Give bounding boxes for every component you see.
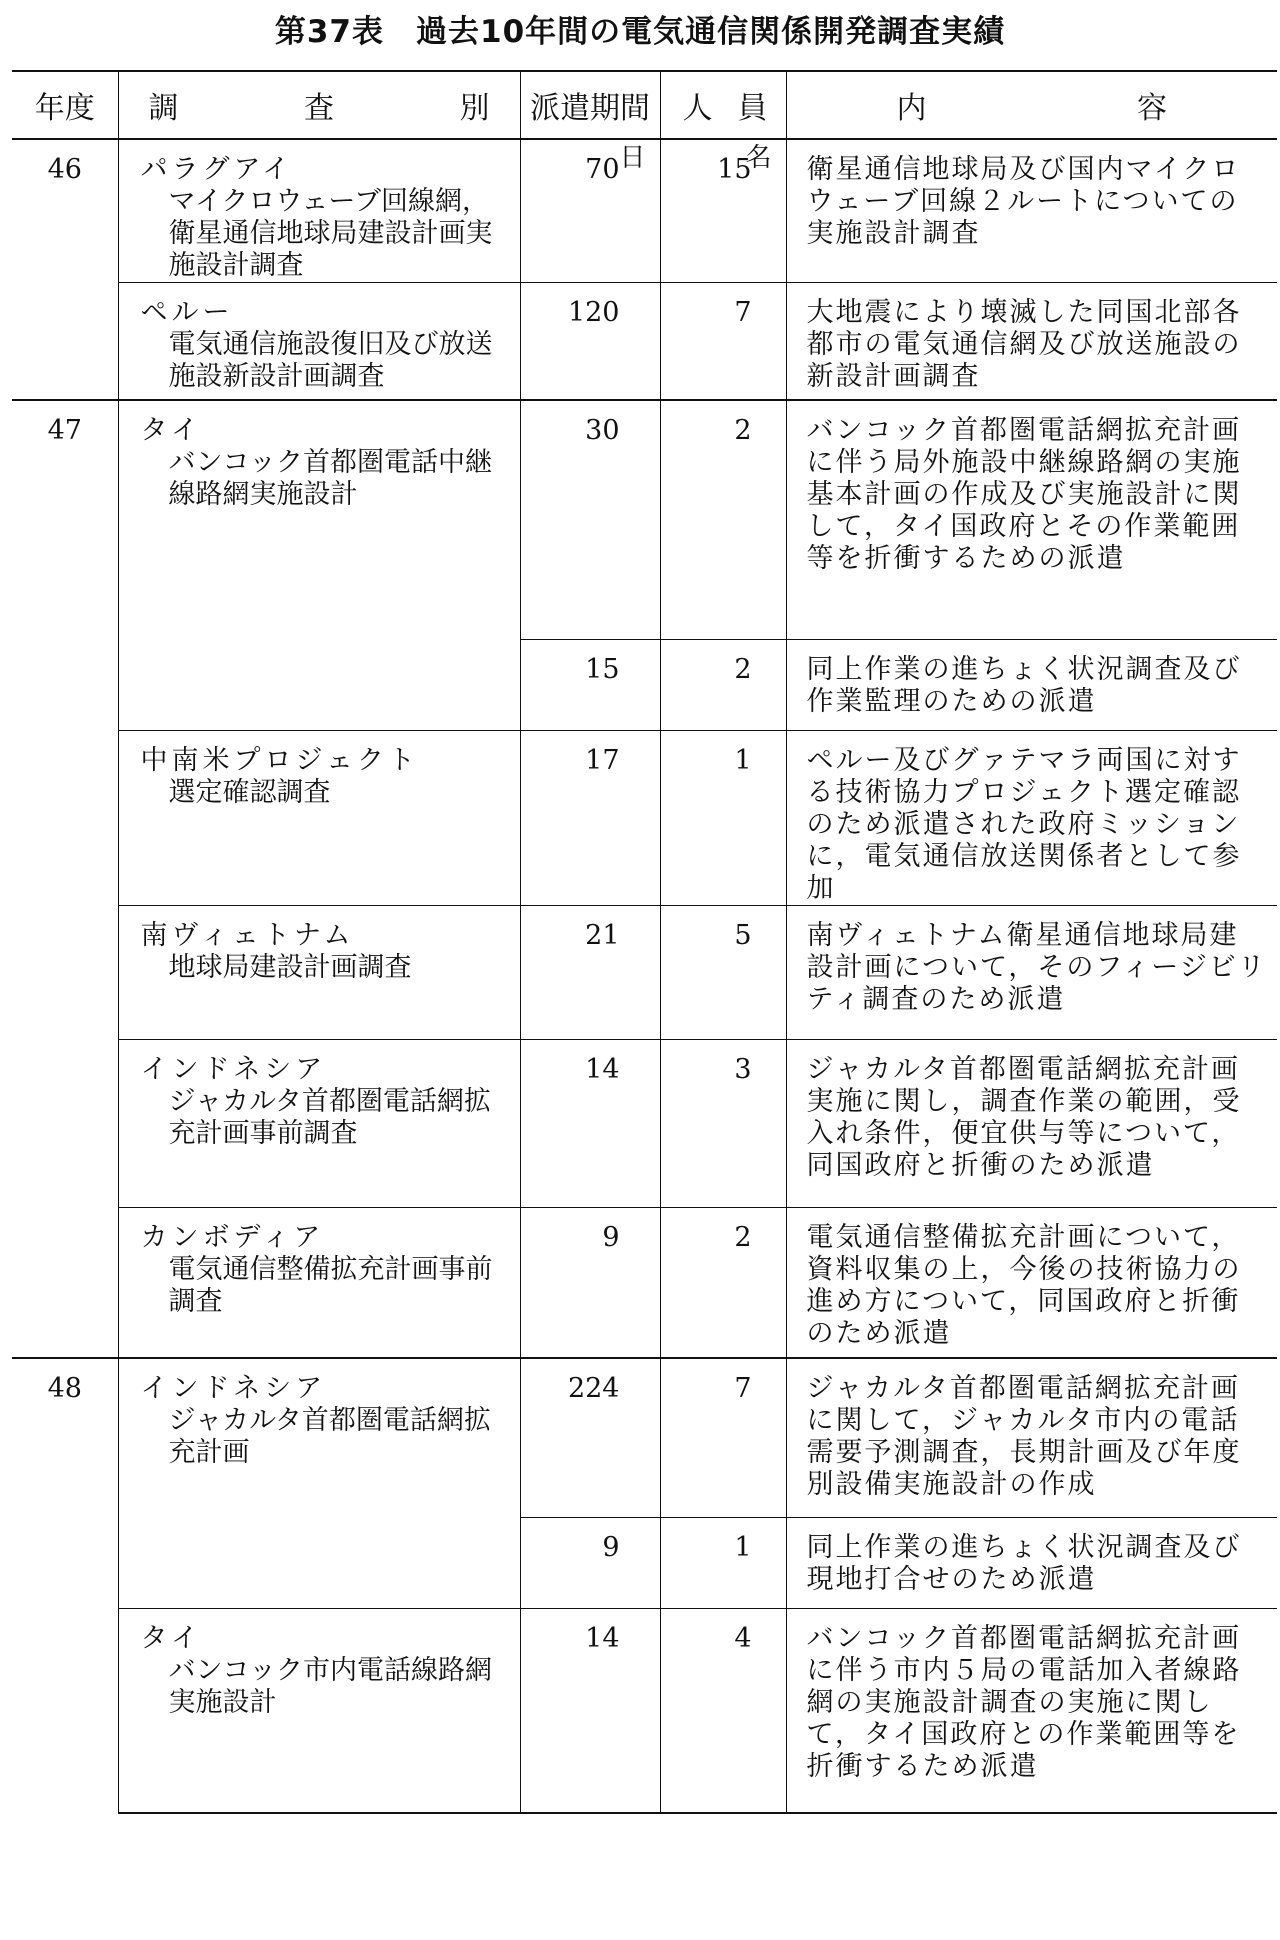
content-cell: 南ヴィェトナム衛星通信地球局建設計画について，そのフィージビリティ調査のため派遣 (786, 906, 1277, 1040)
staff-cell: 3 (660, 1040, 786, 1208)
days-cell: 17 (520, 731, 660, 906)
table-row (12, 400, 1277, 640)
survey-cell: インドネシア ジャカルタ首都圏電話網拡充計画 (118, 1358, 520, 1609)
days-cell: 224 (520, 1358, 660, 1518)
survey-cell: 中南米プロジェクト 選定確認調査 (118, 731, 520, 906)
survey-cell: ペルー 電気通信施設復旧及び放送施設新設計画調査 (118, 283, 520, 400)
staff-cell: 7 (660, 283, 786, 400)
content-cell: ジャカルタ首都圏電話網拡充計画に関して，ジャカルタ市内の電話需要予測調査，長期計画及び年度別設備実施設計の作成 (786, 1358, 1277, 1518)
survey-table (12, 70, 1277, 1814)
content-cell: 電気通信整備拡充計画について，資料収集の上，今後の技術協力の進め方について，同国政府と折衝のため派遣 (786, 1208, 1277, 1358)
table-row (12, 283, 1277, 400)
days-cell: 日 70 (520, 139, 660, 283)
staff-cell: 1 (660, 731, 786, 906)
content-cell: 同上作業の進ちょく状況調査及び現地打合せのため派遣 (786, 1518, 1277, 1609)
days-cell: 14 (520, 1609, 660, 1813)
days-cell: 9 (520, 1518, 660, 1609)
content-cell: バンコック首都圏電話網拡充計画に伴う局外施設中継線路網の実施基本計画の作成及び実施設計に関して，タイ国政府とその作業範囲等を折衝するための派遣 (786, 400, 1277, 640)
days-cell: 9 (520, 1208, 660, 1358)
days-cell: 15 (520, 640, 660, 731)
content-cell: ジャカルタ首都圏電話網拡充計画実施に関し，調査作業の範囲，受入れ条件，便宜供与等について，同国政府と折衝のため派遣 (786, 1040, 1277, 1208)
survey-cell: カンボディア 電気通信整備拡充計画事前調査 (118, 1208, 520, 1358)
survey-cell: 南ヴィェトナム 地球局建設計画調査 (118, 906, 520, 1040)
table-row (12, 731, 1277, 906)
staff-cell: 4 (660, 1609, 786, 1813)
staff-cell: 7 (660, 1358, 786, 1518)
header-survey: 調 査 別 (118, 71, 520, 139)
table-row (12, 1609, 1277, 1813)
days-cell: 21 (520, 906, 660, 1040)
staff-cell: 2 (660, 400, 786, 640)
staff-cell: 5 (660, 906, 786, 1040)
survey-cell: タイ バンコック市内電話線路網実施設計 (118, 1609, 520, 1813)
staff-cell: 2 (660, 1208, 786, 1358)
survey-cell: インドネシア ジャカルタ首都圏電話網拡充計画事前調査 (118, 1040, 520, 1208)
header-content: 内 容 (786, 71, 1277, 139)
table-title: 第37表 過去10年間の電気通信関係開発調査実績 (274, 14, 1006, 50)
year-cell: 46 (12, 139, 118, 400)
days-cell: 120 (520, 283, 660, 400)
staff-cell: 2 (660, 640, 786, 731)
header-row (12, 71, 1277, 139)
staff-unit: 名 (745, 143, 772, 173)
table-row (12, 1040, 1277, 1208)
staff-cell: 名 15 (660, 139, 786, 283)
table-row (12, 139, 1277, 283)
year-cell: 47 (12, 400, 118, 1358)
content-cell: 同上作業の進ちょく状況調査及び作業監理のための派遣 (786, 640, 1277, 731)
content-cell: 大地震により壊滅した同国北部各都市の電気通信網及び放送施設の新設計画調査 (786, 283, 1277, 400)
table-row (12, 906, 1277, 1040)
staff-cell: 1 (660, 1518, 786, 1609)
days-unit: 日 (619, 143, 646, 173)
content-cell: バンコック首都圏電話網拡充計画に伴う市内５局の電話加入者線路網の実施設計調査の実施に関して，タイ国政府との作業範囲等を折衝するため派遣 (786, 1609, 1277, 1813)
days-cell: 30 (520, 400, 660, 640)
table-row (12, 1358, 1277, 1518)
table-row (12, 1208, 1277, 1358)
header-days: 派遣期間 (520, 71, 660, 139)
header-year: 年度 (12, 71, 118, 139)
days-cell: 14 (520, 1040, 660, 1208)
content-cell: 衛星通信地球局及び国内マイクロウェーブ回線２ルートについての実施設計調査 (786, 139, 1277, 283)
survey-cell: パラグアイ マイクロウェーブ回線網，衛星通信地球局建設計画実施設計調査 (118, 139, 520, 283)
header-staff: 人 員 (660, 71, 786, 139)
survey-cell: タイ バンコック首都圏電話中継線路網実施設計 (118, 400, 520, 731)
year-cell: 48 (12, 1358, 118, 1813)
content-cell: ペルー及びグァテマラ両国に対する技術協力プロジェクト選定確認のため派遣された政府ミッションに，電気通信放送関係者として参加 (786, 731, 1277, 906)
